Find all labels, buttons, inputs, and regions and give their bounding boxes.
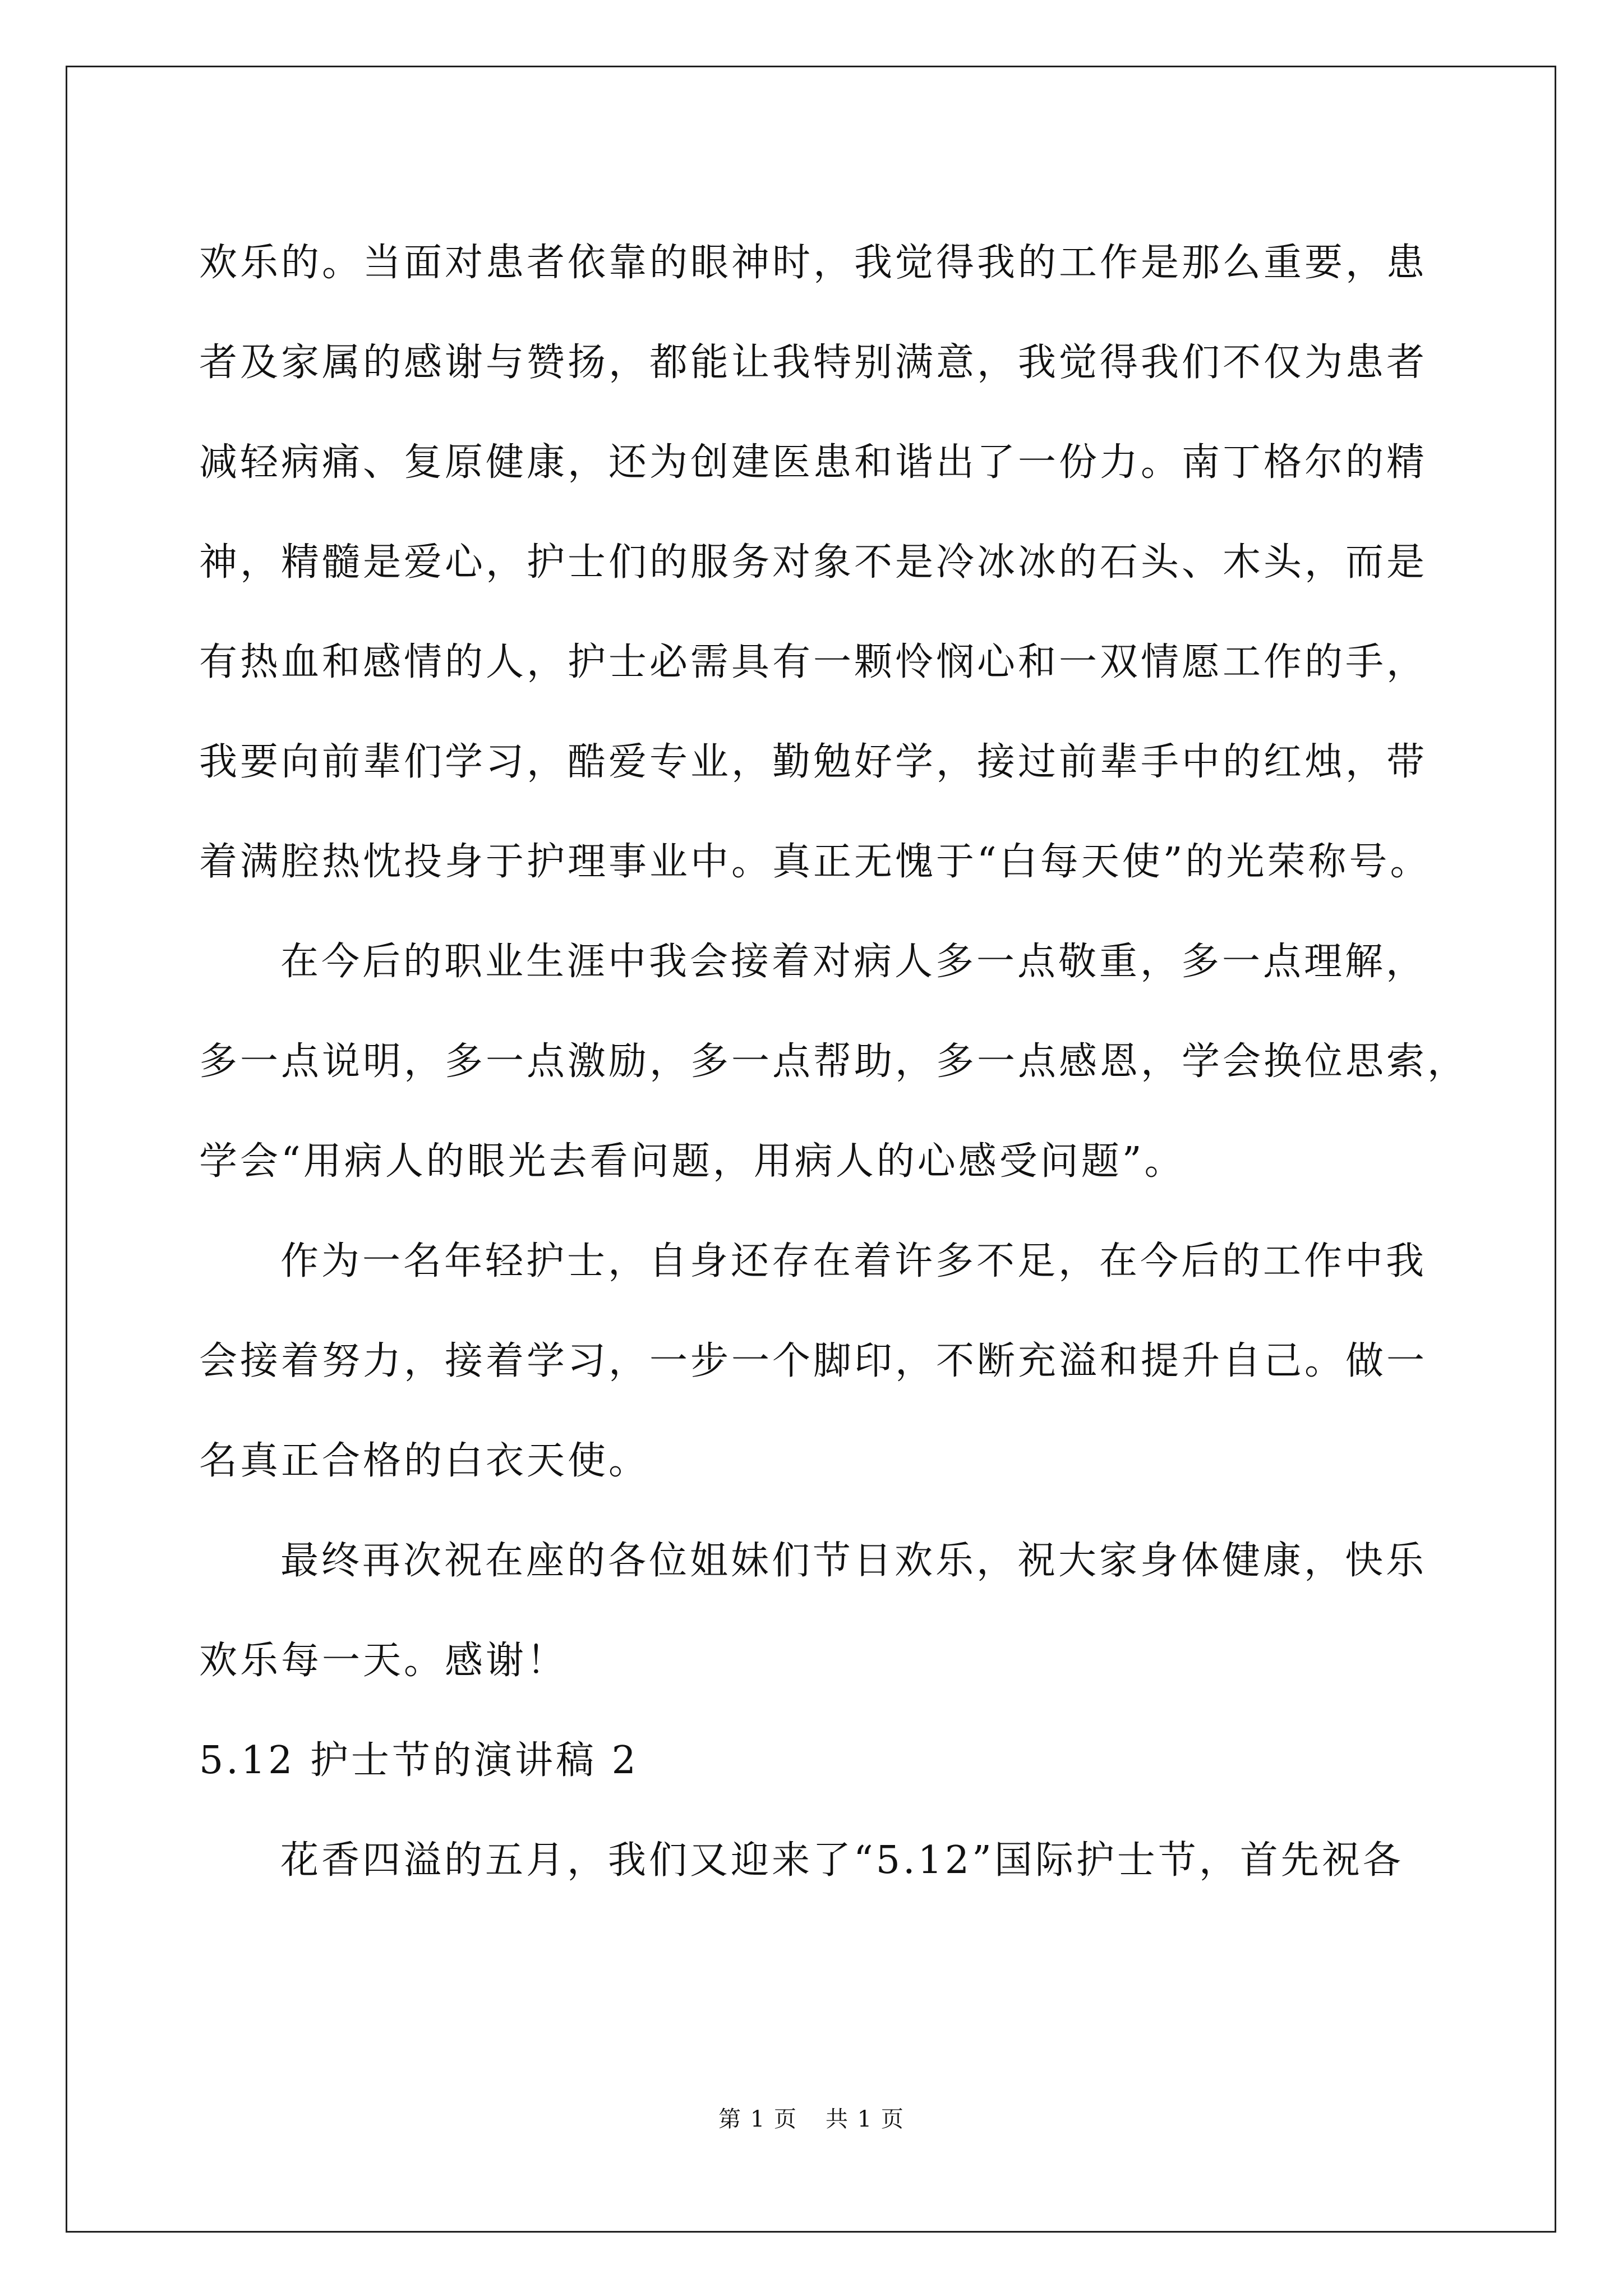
paragraph-start-line: 花香四溢的五月，我们又迎来了“5.12”国际护士节，首先祝各 (280, 1838, 1404, 1883)
text-line: 者及家属的感谢与赞扬，都能让我特别满意，我觉得我们不仅为患者 (199, 341, 1428, 385)
page-total: 共 1 页 (826, 2106, 905, 2132)
text-line: 神，精髓是爱心，护士们的服务对象不是冷冰冰的石头、木头，而是 (199, 540, 1428, 585)
paragraph-start-line: 在今后的职业生涯中我会接着对病人多一点敬重，多一点理解， (280, 940, 1427, 984)
document-body (199, 213, 1469, 1911)
paragraph-start-line: 作为一名年轻护士，自身还存在着许多不足，在今后的工作中我 (280, 1239, 1427, 1283)
text-line: 欢乐的。当面对患者依靠的眼神时，我觉得我的工作是那么重要，患 (199, 241, 1428, 285)
text-line: 欢乐每一天。感谢！ (199, 1639, 568, 1683)
section-heading: 5.12 护士节的演讲稿 2 (199, 1738, 639, 1783)
page-footer (0, 2102, 1623, 2136)
text-line: 名真正合格的白衣天使。 (199, 1439, 650, 1483)
text-line: 着满腔热忱投身于护理事业中。真正无愧于“白每天使”的光荣称号。 (199, 840, 1431, 884)
text-line: 学会“用病人的眼光去看问题，用病人的心感受问题”。 (199, 1139, 1186, 1184)
text-line: 会接着努力，接着学习，一步一个脚印，不断充溢和提升自己。做一 (199, 1339, 1428, 1383)
paragraph-start-line: 最终再次祝在座的各位姐妹们节日欢乐，祝大家身体健康，快乐 (280, 1539, 1427, 1583)
text-line: 减轻病痛、复原健康，还为创建医患和谐出了一份力。南丁格尔的精 (199, 440, 1428, 485)
text-line: 我要向前辈们学习，酷爱专业，勤勉好学，接过前辈手中的红烛，带 (199, 740, 1428, 784)
text-line: 多一点说明，多一点激励，多一点帮助，多一点感恩，学会换位思索， (199, 1039, 1469, 1084)
page-number: 第 1 页 (718, 2106, 797, 2132)
text-line: 有热血和感情的人，护士必需具有一颗怜悯心和一双情愿工作的手， (199, 640, 1428, 684)
